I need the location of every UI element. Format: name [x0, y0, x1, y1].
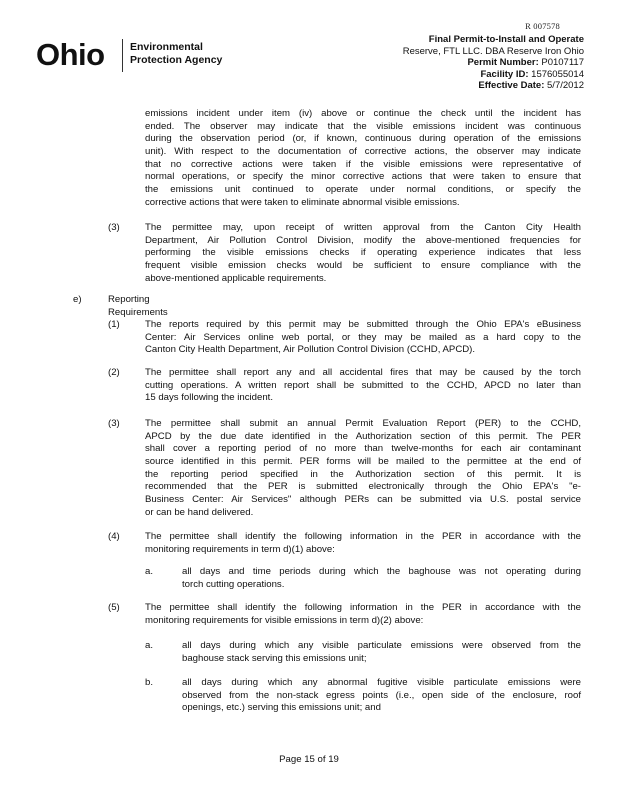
agency-logo	[36, 36, 236, 76]
logo-agency-name	[130, 41, 222, 67]
item-e5a-paragraph	[182, 640, 581, 665]
item-e5-paragraph	[145, 602, 581, 627]
text-line: performing the visible emissions checks if operating experience indicates that less	[145, 247, 581, 259]
item-number: (3)	[108, 222, 120, 233]
text-line: the emissions unit continued to operate under normal conditions, or specify the	[145, 184, 581, 196]
item-number: (1)	[108, 319, 120, 330]
permit-number-value: P0107117	[541, 57, 584, 69]
text-line: unit). With respect to the documentation of corrective actions, the observer may indicate	[145, 146, 581, 158]
text-line: recommended that the PER is submitted electronically through the Ohio EPA's "e-	[145, 481, 581, 493]
text-line: APCD by the due date identified in the Authorization section of this permit. The PER	[145, 430, 581, 442]
text-line: the reporting period specified in the Authorization section of this permit. It is	[145, 468, 581, 480]
logo-agency-line-2: Protection Agency	[130, 54, 223, 66]
text-line: Department, Air Pollution Control Division, modify the above-mentioned frequencies for	[145, 234, 581, 246]
text-line: shall cover a reporting period of no more than twelve-months for each air contaminant	[145, 443, 581, 455]
sub-item-letter: a.	[145, 640, 154, 651]
item-number: (2)	[108, 367, 120, 378]
bates-number: R 007578	[525, 21, 560, 31]
text-line: baghouse stack serving this emissions unit;	[182, 652, 367, 664]
text-line: corrective actions that were taken to eliminate abnormal visible emissions.	[145, 196, 460, 208]
item-e3-paragraph	[145, 418, 581, 520]
item-d3-paragraph	[145, 222, 581, 285]
text-line: cutting operations. A written report shall be submitted to the CCHD, APCD no later than	[145, 379, 581, 391]
text-line: above-mentioned applicable requirements.	[145, 272, 327, 284]
item-e4a-paragraph	[182, 566, 581, 591]
logo-agency-line-1: Environmental	[130, 41, 203, 53]
sub-item-letter: a.	[145, 566, 154, 577]
sub-item-letter: b.	[145, 677, 154, 688]
logo-divider	[122, 39, 123, 72]
text-line: The permittee may, upon receipt of written approval from the Canton City Health	[145, 222, 581, 233]
text-line: The reports required by this permit may be submitted through the Ohio EPA's eBusiness	[145, 319, 581, 330]
facility-id-row	[403, 69, 584, 81]
text-line: Canton City Health Department, Air Pollution Control Division (CCHD, APCD).	[145, 344, 476, 356]
text-line: 15 days following the incident.	[145, 392, 273, 404]
logo-ohio-wordmark: Ohio	[36, 37, 105, 72]
item-e1-paragraph	[145, 319, 581, 357]
text-line: normal operations, or specify the minor corrective actions that were taken to ensure that	[145, 171, 581, 183]
text-line: or can be hand delivered.	[145, 506, 254, 518]
text-line: The permittee shall identify the following information in the PER in accordance with the	[145, 531, 581, 542]
effective-date-row	[403, 80, 584, 92]
permit-title: Final Permit-to-Install and Operate	[428, 34, 584, 45]
text-line: during the observation period (or, if known, continuous during operation of the emissions	[145, 133, 581, 145]
facility-id-value: 1576055014	[531, 68, 584, 80]
text-line: torch cutting operations.	[182, 578, 285, 590]
text-line: source identified in this permit. PER forms will be mailed to the permittee at the end of	[145, 456, 581, 468]
item-e2-paragraph	[145, 367, 581, 405]
continuation-paragraph	[145, 108, 581, 210]
text-line: ended. The observer may indicate that the visible emissions incident was continuous	[145, 120, 581, 132]
text-line: Business Center: Air Services" although PERs can be submitted via U.S. postal service	[145, 494, 581, 506]
text-line: openings, etc.) serving this emissions unit; and	[182, 702, 381, 714]
text-line: that no corrective actions were taken if the visible emissions were representative of	[145, 158, 581, 170]
permit-number-row	[403, 57, 584, 69]
section-title: Reporting Requirements	[108, 294, 168, 318]
effective-date-value: 5/7/2012	[547, 80, 584, 92]
facility-name: Reserve, FTL LLC. DBA Reserve Iron Ohio	[402, 45, 584, 57]
text-line: emissions incident under item (iv) above or continue the check until the incident has	[145, 108, 581, 119]
item-number: (3)	[108, 418, 120, 429]
item-e5b-paragraph	[182, 677, 581, 715]
section-letter: e)	[73, 294, 82, 305]
text-line: Center: Air Services online web portal, or they may be mailed as a hard copy to the	[145, 331, 581, 343]
permit-number-label: Permit Number:	[467, 57, 539, 69]
facility-id-label: Facility ID:	[480, 68, 529, 80]
text-line: The permittee shall identify the following information in the PER in accordance with the	[145, 602, 581, 613]
text-line: monitoring requirements in term d)(1) above:	[145, 543, 335, 555]
effective-date-label: Effective Date:	[478, 80, 545, 92]
item-number: (5)	[108, 602, 120, 613]
text-line: all days during which any abnormal fugitive visible particulate emissions were	[182, 677, 581, 688]
text-line: all days during which any visible particulate emissions were observed from the	[182, 640, 581, 651]
text-line: The permittee shall report any and all accidental fires that may be caused by the torch	[145, 367, 581, 378]
item-number: (4)	[108, 531, 120, 542]
text-line: all days and time periods during which the baghouse was not operating during	[182, 566, 581, 577]
text-line: The permittee shall submit an annual Permit Evaluation Report (PER) to the CCHD,	[145, 418, 581, 429]
text-line: frequent visible emission checks would be sufficient to ensure compliance with the	[145, 260, 581, 272]
page-number: Page 15 of 19	[279, 754, 339, 765]
text-line: observed from the non-stack egress points (i.e., open side of the enclosure, roof	[182, 689, 581, 701]
item-e4-paragraph	[145, 531, 581, 556]
text-line: monitoring requirements for visible emissions in term d)(2) above:	[145, 614, 424, 626]
permit-header-block	[403, 34, 584, 92]
